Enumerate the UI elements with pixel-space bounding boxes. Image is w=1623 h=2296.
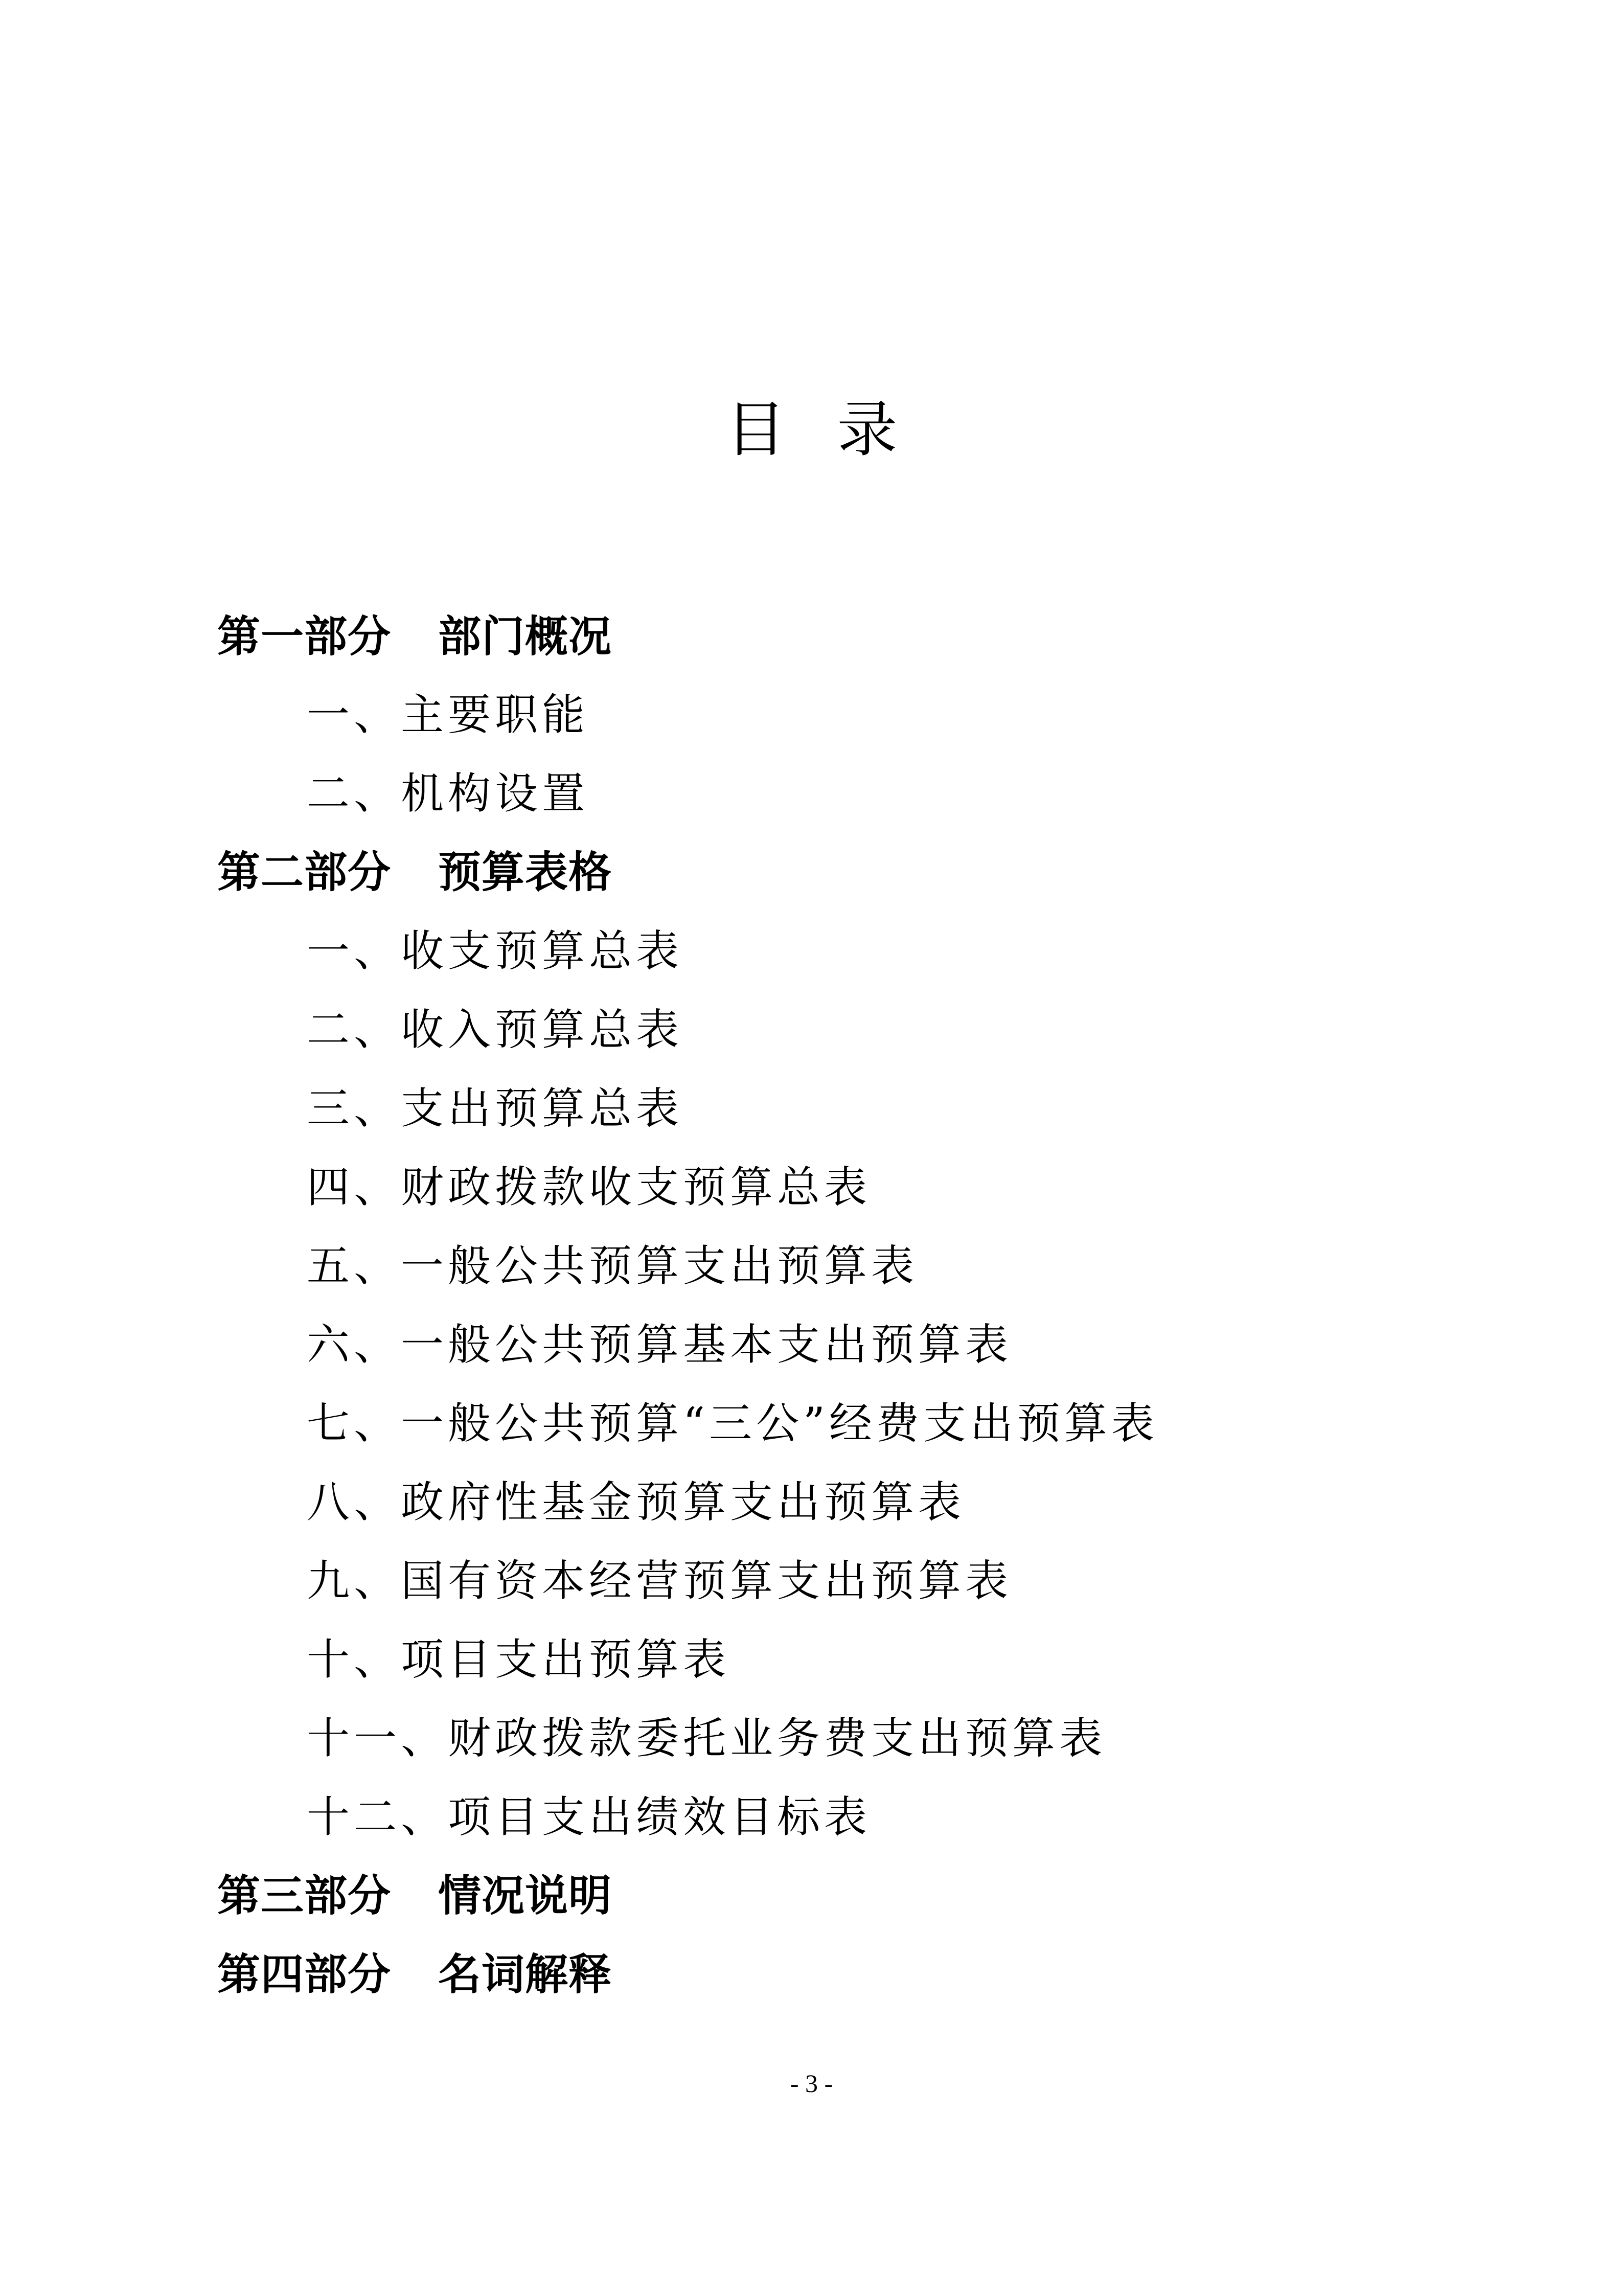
toc-item-budget-12[interactable]: 十二、项目支出绩效目标表 (307, 1792, 872, 1842)
toc-title (0, 389, 1623, 470)
toc-part-number: 第四部分 (217, 1949, 392, 1999)
toc-part-3[interactable] (217, 1868, 612, 1924)
toc-part-2[interactable] (217, 844, 612, 900)
toc-item-budget-3[interactable]: 三、支出预算总表 (307, 1083, 683, 1133)
toc-part-label: 预算表格 (438, 847, 612, 897)
toc-title-char-1: 目 (725, 394, 786, 465)
toc-item-organization[interactable]: 二、机构设置 (307, 768, 589, 819)
toc-item-budget-1[interactable]: 一、收支预算总表 (307, 926, 683, 976)
toc-item-budget-5[interactable]: 五、一般公共预算支出预算表 (307, 1241, 919, 1291)
toc-item-budget-9[interactable]: 九、国有资本经营预算支出预算表 (307, 1556, 1013, 1606)
page-number: - 3 - (790, 2069, 833, 2098)
toc-item-budget-6[interactable]: 六、一般公共预算基本支出预算表 (307, 1320, 1013, 1370)
toc-part-number: 第三部分 (217, 1871, 392, 1921)
toc-part-number: 第二部分 (217, 847, 392, 897)
toc-part-4[interactable] (217, 1946, 612, 2003)
toc-item-budget-8[interactable]: 八、政府性基金预算支出预算表 (307, 1477, 966, 1527)
toc-part-1[interactable] (217, 608, 612, 665)
toc-part-label: 情况说明 (438, 1871, 612, 1921)
toc-part-label: 部门概况 (438, 611, 612, 662)
toc-item-budget-7[interactable]: 七、一般公共预算“三公”经费支出预算表 (307, 1398, 1158, 1448)
toc-item-budget-4[interactable]: 四、财政拨款收支预算总表 (307, 1162, 872, 1212)
toc-item-budget-2[interactable]: 二、收入预算总表 (307, 1005, 683, 1055)
toc-part-label: 名词解释 (438, 1949, 612, 1999)
toc-part-number: 第一部分 (217, 611, 392, 662)
toc-item-budget-10[interactable]: 十、项目支出预算表 (307, 1634, 730, 1685)
toc-title-char-2: 录 (837, 394, 898, 465)
toc-item-main-functions[interactable]: 一、主要职能 (307, 690, 589, 740)
toc-item-budget-11[interactable]: 十一、财政拨款委托业务费支出预算表 (307, 1713, 1107, 1763)
